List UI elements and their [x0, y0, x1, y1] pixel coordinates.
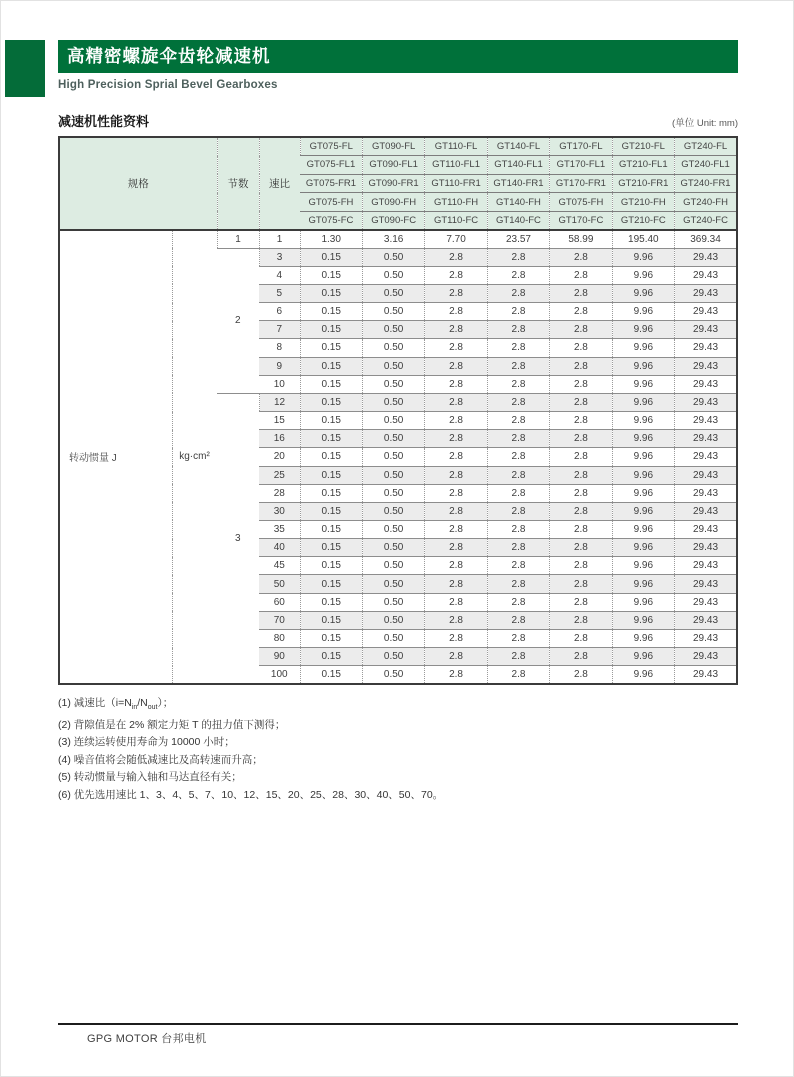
value-cell: 29.43: [675, 648, 737, 666]
value-cell: 9.96: [612, 484, 674, 502]
value-cell: 2.8: [425, 648, 487, 666]
value-cell: 9.96: [612, 284, 674, 302]
ratio-cell: 10: [259, 375, 300, 393]
value-cell: 0.50: [362, 520, 424, 538]
value-cell: 9.96: [612, 266, 674, 284]
value-cell: 0.15: [300, 557, 362, 575]
value-cell: 2.8: [487, 248, 549, 266]
model-header-cell: GT110-FH: [425, 193, 487, 212]
value-cell: 9.96: [612, 539, 674, 557]
value-cell: 29.43: [675, 611, 737, 629]
value-cell: 0.15: [300, 266, 362, 284]
value-cell: 2.8: [487, 466, 549, 484]
ratio-cell: 9: [259, 357, 300, 375]
value-cell: 2.8: [425, 502, 487, 520]
model-header-cell: GT210-FC: [612, 211, 674, 230]
value-cell: 2.8: [425, 303, 487, 321]
model-header-cell: GT170-FL1: [550, 156, 612, 175]
model-header-cell: GT240-FL: [675, 137, 737, 156]
value-cell: 29.43: [675, 666, 737, 684]
value-cell: 29.43: [675, 502, 737, 520]
value-cell: 2.8: [487, 575, 549, 593]
value-cell: 0.50: [362, 393, 424, 411]
value-cell: 2.8: [487, 611, 549, 629]
value-cell: 0.50: [362, 666, 424, 684]
ratio-cell: 80: [259, 629, 300, 647]
value-cell: 2.8: [425, 629, 487, 647]
value-cell: 0.15: [300, 448, 362, 466]
value-cell: 29.43: [675, 266, 737, 284]
value-cell: 0.50: [362, 321, 424, 339]
model-header-cell: GT240-FR1: [675, 174, 737, 193]
value-cell: 0.50: [362, 648, 424, 666]
value-cell: 2.8: [425, 448, 487, 466]
value-cell: 9.96: [612, 393, 674, 411]
value-cell: 2.8: [550, 448, 612, 466]
ratio-cell: 60: [259, 593, 300, 611]
value-cell: 0.15: [300, 666, 362, 684]
value-cell: 0.50: [362, 430, 424, 448]
footnote-line: (3) 连续运转使用寿命为 10000 小时；: [58, 736, 235, 749]
value-cell: 2.8: [550, 575, 612, 593]
value-cell: 0.15: [300, 303, 362, 321]
value-cell: 2.8: [425, 666, 487, 684]
value-cell: 9.96: [612, 629, 674, 647]
footer-divider: [58, 1023, 738, 1025]
value-cell: 0.15: [300, 339, 362, 357]
value-cell: 29.43: [675, 303, 737, 321]
value-cell: 195.40: [612, 230, 674, 248]
value-cell: 0.50: [362, 266, 424, 284]
ratio-cell: 50: [259, 575, 300, 593]
model-header-cell: GT170-FL: [550, 137, 612, 156]
model-header-cell: GT170-FC: [550, 211, 612, 230]
value-cell: 0.15: [300, 412, 362, 430]
value-cell: 29.43: [675, 284, 737, 302]
value-cell: 0.15: [300, 520, 362, 538]
value-cell: 2.8: [425, 412, 487, 430]
value-cell: 2.8: [425, 466, 487, 484]
value-cell: 0.15: [300, 629, 362, 647]
value-cell: 29.43: [675, 593, 737, 611]
model-header-cell: GT090-FR1: [362, 174, 424, 193]
value-cell: 2.8: [550, 321, 612, 339]
table-row: [59, 230, 737, 248]
value-cell: 0.15: [300, 611, 362, 629]
value-cell: 0.15: [300, 575, 362, 593]
value-cell: 2.8: [425, 248, 487, 266]
model-header-cell: GT140-FH: [487, 193, 549, 212]
ratio-cell: 45: [259, 557, 300, 575]
ratio-cell: 16: [259, 430, 300, 448]
left-green-block: [5, 40, 45, 97]
value-cell: 0.15: [300, 375, 362, 393]
page-title: 高精密螺旋伞齿轮减速机: [67, 46, 271, 66]
model-header-cell: GT210-FR1: [612, 174, 674, 193]
ratio-cell: 35: [259, 520, 300, 538]
footnote-line: (5) 转动惯量与输入轴和马达直径有关；: [58, 771, 242, 784]
value-cell: 9.96: [612, 557, 674, 575]
value-cell: 9.96: [612, 466, 674, 484]
value-cell: 29.43: [675, 520, 737, 538]
section-heading-row: [58, 111, 738, 130]
model-header-cell: GT075-FH: [300, 193, 362, 212]
ratio-cell: 6: [259, 303, 300, 321]
value-cell: 29.43: [675, 557, 737, 575]
value-cell: 2.8: [550, 375, 612, 393]
value-cell: 0.50: [362, 629, 424, 647]
value-cell: 2.8: [425, 430, 487, 448]
value-cell: 29.43: [675, 412, 737, 430]
model-header-cell: GT140-FL1: [487, 156, 549, 175]
ratio-cell: 28: [259, 484, 300, 502]
value-cell: 29.43: [675, 629, 737, 647]
value-cell: 2.8: [487, 666, 549, 684]
value-cell: 29.43: [675, 339, 737, 357]
value-cell: 29.43: [675, 357, 737, 375]
value-cell: 0.50: [362, 466, 424, 484]
value-cell: 29.43: [675, 539, 737, 557]
value-cell: 2.8: [425, 539, 487, 557]
model-header-cell: GT170-FR1: [550, 174, 612, 193]
value-cell: 2.8: [487, 357, 549, 375]
value-cell: 2.8: [487, 557, 549, 575]
value-cell: 0.50: [362, 303, 424, 321]
value-cell: 2.8: [425, 575, 487, 593]
model-header-cell: GT090-FL: [362, 137, 424, 156]
value-cell: 0.50: [362, 339, 424, 357]
value-cell: 2.8: [550, 339, 612, 357]
ratio-cell: 15: [259, 412, 300, 430]
value-cell: 23.57: [487, 230, 549, 248]
value-cell: 2.8: [487, 303, 549, 321]
value-cell: 2.8: [550, 284, 612, 302]
value-cell: 2.8: [487, 520, 549, 538]
model-header-cell: GT110-FL: [425, 137, 487, 156]
ratio-cell: 20: [259, 448, 300, 466]
value-cell: 2.8: [550, 484, 612, 502]
value-cell: 2.8: [550, 266, 612, 284]
value-cell: 9.96: [612, 593, 674, 611]
ratio-cell: 30: [259, 502, 300, 520]
value-cell: 0.15: [300, 648, 362, 666]
model-header-cell: GT075-FL: [300, 137, 362, 156]
value-cell: 0.15: [300, 393, 362, 411]
value-cell: 29.43: [675, 448, 737, 466]
value-cell: 9.96: [612, 666, 674, 684]
footnote-line: (4) 噪音值将会随低减速比及高转速而升高；: [58, 753, 263, 766]
value-cell: 29.43: [675, 430, 737, 448]
value-cell: 3.16: [362, 230, 424, 248]
value-cell: 0.50: [362, 575, 424, 593]
value-cell: 2.8: [550, 357, 612, 375]
ratio-cell: 8: [259, 339, 300, 357]
value-cell: 2.8: [550, 629, 612, 647]
value-cell: 9.96: [612, 648, 674, 666]
value-cell: 2.8: [425, 484, 487, 502]
value-cell: 2.8: [550, 393, 612, 411]
value-cell: 0.15: [300, 357, 362, 375]
value-cell: 2.8: [425, 593, 487, 611]
value-cell: 2.8: [487, 266, 549, 284]
value-cell: 0.15: [300, 484, 362, 502]
ratio-cell: 70: [259, 611, 300, 629]
value-cell: 0.50: [362, 357, 424, 375]
footnotes: [58, 695, 738, 805]
value-cell: 29.43: [675, 575, 737, 593]
row-spec-label: 转动惯量 J: [59, 230, 172, 684]
value-cell: 7.70: [425, 230, 487, 248]
value-cell: 29.43: [675, 248, 737, 266]
value-cell: 9.96: [612, 430, 674, 448]
value-cell: 2.8: [550, 412, 612, 430]
value-cell: 2.8: [425, 339, 487, 357]
value-cell: 9.96: [612, 339, 674, 357]
value-cell: 9.96: [612, 575, 674, 593]
value-cell: 2.8: [487, 412, 549, 430]
value-cell: 2.8: [550, 430, 612, 448]
footer-brand: GPG MOTOR 台邦电机: [87, 1033, 207, 1045]
value-cell: 0.50: [362, 448, 424, 466]
value-cell: 2.8: [550, 248, 612, 266]
model-header-cell: GT210-FL: [612, 137, 674, 156]
performance-table: [58, 136, 738, 685]
value-cell: 2.8: [550, 611, 612, 629]
value-cell: 2.8: [550, 557, 612, 575]
value-cell: 0.50: [362, 557, 424, 575]
ratio-cell: 40: [259, 539, 300, 557]
table-header-row: [59, 137, 737, 156]
model-header-cell: GT140-FL: [487, 137, 549, 156]
value-cell: 0.50: [362, 593, 424, 611]
value-cell: 9.96: [612, 611, 674, 629]
value-cell: 2.8: [425, 557, 487, 575]
model-header-cell: GT090-FC: [362, 211, 424, 230]
value-cell: 2.8: [487, 593, 549, 611]
ratio-cell: 3: [259, 248, 300, 266]
stages-cell: 2: [217, 248, 259, 393]
value-cell: 2.8: [425, 611, 487, 629]
ratio-header-cell: 速比: [259, 137, 300, 230]
value-cell: 2.8: [550, 539, 612, 557]
value-cell: 0.15: [300, 248, 362, 266]
value-cell: 2.8: [487, 539, 549, 557]
model-header-cell: GT075-FC: [300, 211, 362, 230]
value-cell: 2.8: [425, 266, 487, 284]
value-cell: 2.8: [487, 430, 549, 448]
value-cell: 1.30: [300, 230, 362, 248]
ratio-cell: 90: [259, 648, 300, 666]
value-cell: 0.50: [362, 611, 424, 629]
value-cell: 9.96: [612, 357, 674, 375]
model-header-cell: GT075-FR1: [300, 174, 362, 193]
value-cell: 2.8: [487, 629, 549, 647]
model-header-cell: GT240-FL1: [675, 156, 737, 175]
page-title-bar: [58, 40, 738, 73]
model-header-cell: GT240-FH: [675, 193, 737, 212]
unit-note: (单位 Unit: mm): [672, 118, 738, 129]
value-cell: 2.8: [550, 648, 612, 666]
value-cell: 0.15: [300, 321, 362, 339]
value-cell: 29.43: [675, 375, 737, 393]
value-cell: 9.96: [612, 412, 674, 430]
footnote-line: (1) 减速比$(i=N_{in}/N_{out})$；: [58, 697, 174, 712]
stages-cell: 1: [217, 230, 259, 248]
model-header-cell: GT110-FR1: [425, 174, 487, 193]
ratio-cell: 25: [259, 466, 300, 484]
value-cell: 2.8: [487, 284, 549, 302]
ratio-cell: 12: [259, 393, 300, 411]
value-cell: 2.8: [550, 502, 612, 520]
value-cell: 0.50: [362, 248, 424, 266]
footnote-line: (2) 背隙值是在 2% 额定力矩 T 的扭力值下测得；: [58, 718, 286, 731]
value-cell: 0.50: [362, 284, 424, 302]
page-subtitle-en: High Precision Sprial Bevel Gearboxes: [58, 79, 278, 91]
model-header-cell: GT075-FL1: [300, 156, 362, 175]
model-header-cell: GT210-FL1: [612, 156, 674, 175]
value-cell: 2.8: [550, 593, 612, 611]
model-header-cell: GT210-FH: [612, 193, 674, 212]
value-cell: 2.8: [550, 466, 612, 484]
value-cell: 9.96: [612, 321, 674, 339]
value-cell: 0.50: [362, 539, 424, 557]
ratio-cell: 100: [259, 666, 300, 684]
value-cell: 0.50: [362, 502, 424, 520]
value-cell: 0.15: [300, 593, 362, 611]
value-cell: 2.8: [487, 321, 549, 339]
value-cell: 369.34: [675, 230, 737, 248]
model-header-cell: GT110-FC: [425, 211, 487, 230]
value-cell: 2.8: [487, 502, 549, 520]
value-cell: 9.96: [612, 248, 674, 266]
ratio-cell: 7: [259, 321, 300, 339]
value-cell: 9.96: [612, 520, 674, 538]
value-cell: 29.43: [675, 484, 737, 502]
value-cell: 2.8: [487, 448, 549, 466]
value-cell: 0.50: [362, 375, 424, 393]
value-cell: 0.15: [300, 466, 362, 484]
value-cell: 2.8: [487, 393, 549, 411]
value-cell: 2.8: [550, 303, 612, 321]
value-cell: 2.8: [550, 520, 612, 538]
value-cell: 0.15: [300, 539, 362, 557]
value-cell: 2.8: [487, 484, 549, 502]
value-cell: 29.43: [675, 393, 737, 411]
ratio-cell: 5: [259, 284, 300, 302]
value-cell: 2.8: [425, 520, 487, 538]
value-cell: 2.8: [425, 321, 487, 339]
model-header-cell: GT240-FC: [675, 211, 737, 230]
value-cell: 0.15: [300, 284, 362, 302]
value-cell: 9.96: [612, 303, 674, 321]
value-cell: 2.8: [425, 393, 487, 411]
value-cell: 29.43: [675, 466, 737, 484]
value-cell: 9.96: [612, 502, 674, 520]
spec-header-cell: 规格: [59, 137, 217, 230]
ratio-cell: 1: [259, 230, 300, 248]
row-spec-unit: kg·cm²: [172, 230, 217, 684]
value-cell: 2.8: [425, 375, 487, 393]
value-cell: 2.8: [425, 357, 487, 375]
value-cell: 0.50: [362, 484, 424, 502]
model-header-cell: GT110-FL1: [425, 156, 487, 175]
value-cell: 2.8: [487, 648, 549, 666]
stages-header-cell: 节数: [217, 137, 259, 230]
footnote-line: (6) 优先选用速比 1、3、4、5、7、10、12、15、20、25、28、30、40、50、70。: [58, 789, 444, 802]
section-title: 减速机性能资料: [58, 114, 150, 129]
value-cell: 0.50: [362, 412, 424, 430]
model-header-cell: GT075-FH: [550, 193, 612, 212]
value-cell: 2.8: [487, 339, 549, 357]
value-cell: 2.8: [550, 666, 612, 684]
value-cell: 29.43: [675, 321, 737, 339]
value-cell: 9.96: [612, 375, 674, 393]
model-header-cell: GT140-FC: [487, 211, 549, 230]
value-cell: 2.8: [487, 375, 549, 393]
value-cell: 9.96: [612, 448, 674, 466]
value-cell: 2.8: [425, 284, 487, 302]
value-cell: 0.15: [300, 502, 362, 520]
stages-cell: 3: [217, 393, 259, 684]
model-header-cell: GT090-FL1: [362, 156, 424, 175]
model-header-cell: GT090-FH: [362, 193, 424, 212]
value-cell: 58.99: [550, 230, 612, 248]
value-cell: 0.15: [300, 430, 362, 448]
ratio-cell: 4: [259, 266, 300, 284]
model-header-cell: GT140-FR1: [487, 174, 549, 193]
